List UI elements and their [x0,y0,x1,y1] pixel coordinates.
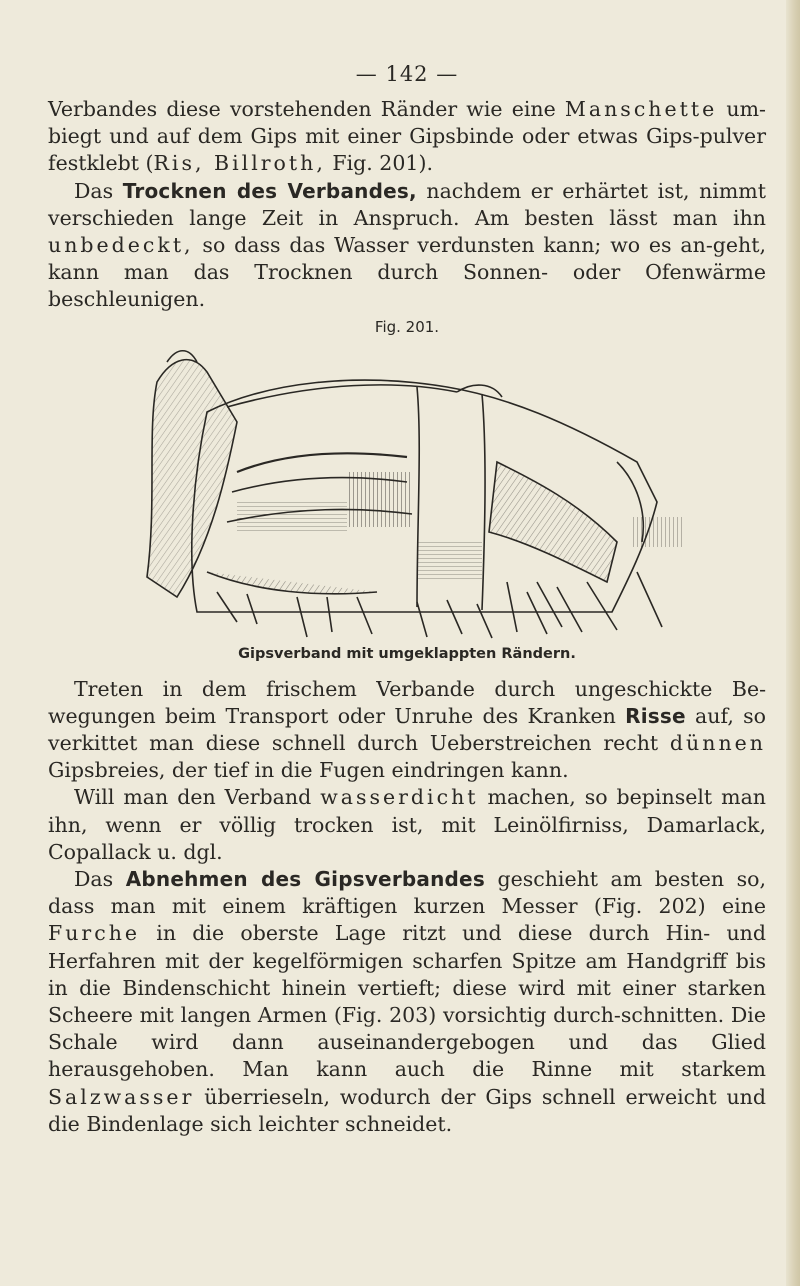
author-reference: Ris, Billroth, [153,151,326,176]
text: überrieseln, wodurch der Gips schnell erweicht und die Bindenlage sich leichter schneidet. [48,1084,766,1136]
text: Gipsbreies, der tief in die Fugen eindringen kann. [48,758,569,783]
inline-heading: Abnehmen des Gipsverbandes [125,867,485,892]
text: Fig. 201). [325,151,433,176]
page-edge [786,0,800,1286]
text: Verbandes diese vorstehenden Ränder wie eine [48,97,565,121]
spaced-term: unbedeckt, [48,233,194,258]
figure-illustration [117,342,697,642]
paragraph-risse [48,676,766,785]
paragraph-manschette [48,96,766,178]
inline-heading: Risse [625,703,686,728]
spaced-term: Manschette [564,97,718,121]
page-number: — 142 — [355,62,459,86]
text: geschieht am besten so, dass man mit einem kräftigen kurzen Messer (Fig. 202) eine [48,867,766,919]
spaced-term: dünnen [669,731,766,756]
inline-heading: Trocknen des Verbandes, [122,178,417,203]
paragraph-wasserdicht [48,784,766,866]
spaced-term: Furche [48,921,141,946]
text: machen, so bepinselt man ihn, wenn er völlig trocken ist, mit Leinölfirniss, Damarlack, Copallack u. dgl. [48,785,766,864]
text: Treten in dem frischem Verbande durch ungeschickte Be-wegungen beim Transport oder Unruhe des Kranken [48,676,766,728]
paragraph-abnehmen [48,866,766,1138]
figure-label: Fig. 201. [374,317,440,336]
spaced-term: Salzwasser [48,1084,195,1109]
text: so dass das Wasser verdunsten kann; wo es an-geht, kann man das Trocknen durch Sonnen- oder Ofenwärme beschleunigen. [48,233,766,312]
text: Das [74,178,123,203]
paragraph-trocknen [48,178,766,314]
text: Will man den Verband [74,785,321,810]
text: Das [74,867,126,892]
text: in die oberste Lage ritzt und diese durch Hin- und Herfahren mit der kegelförmigen scharfen Spitze am Handgriff bis in die Bindenschicht hinein vertieft; diese wird mit einer starken Scheere mit langen Armen (Fig. 203) vorsichtig durch-schnitten. Die Schale wird dann auseinandergebogen und das Glied herausgehoben. Man kann auch die Rinne mit starkem [48,921,766,1082]
text: nachdem er erhärtet ist, nimmt verschieden lange Zeit in Anspruch. Am besten lässt man ihn [48,178,766,230]
book-page [48,62,766,1138]
text: um-biegt und auf dem Gips mit einer Gipsbinde oder etwas Gips-pulver festklebt ( [48,97,766,176]
text: auf, so verkittet man diese schnell durch Ueberstreichen recht [48,703,766,756]
figure-caption: Gipsverband mit umgeklappten Rändern. [238,645,576,662]
spaced-term: wasserdicht [320,785,479,810]
